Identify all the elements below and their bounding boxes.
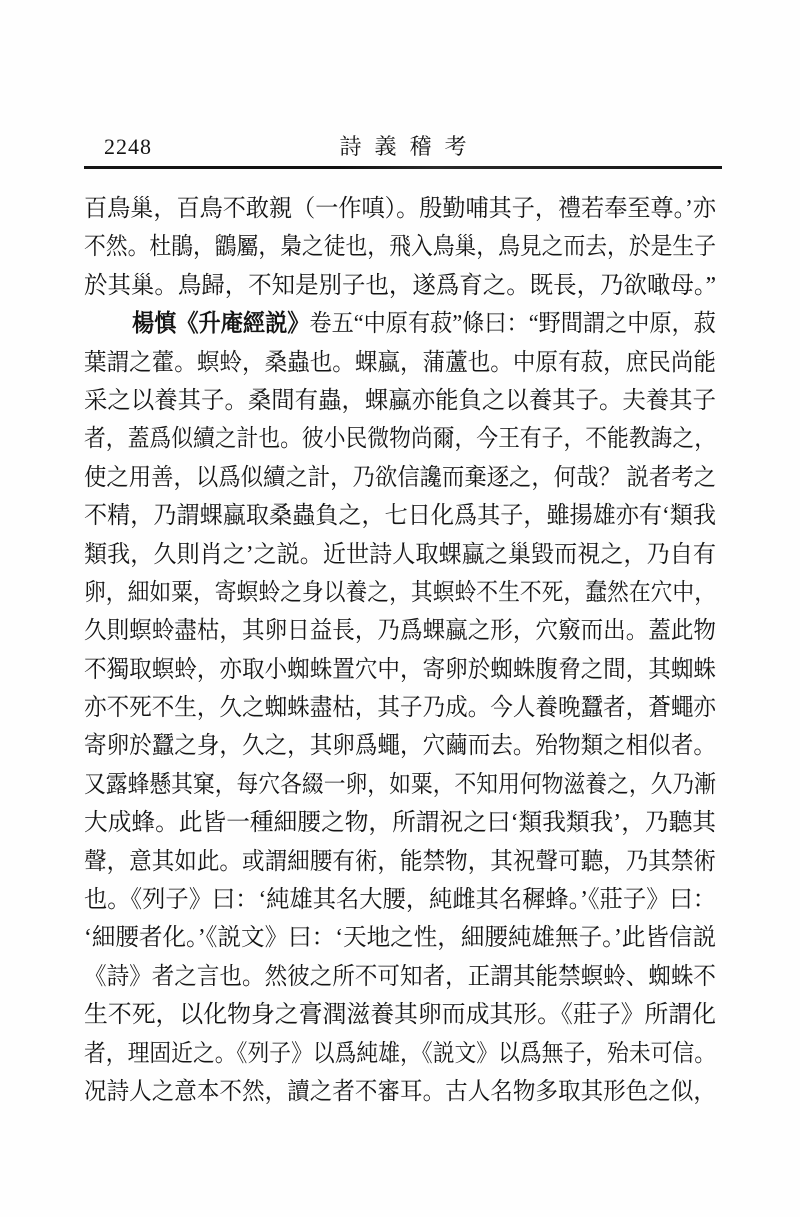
text-line bbox=[84, 536, 716, 574]
text-line bbox=[84, 574, 716, 612]
text-line bbox=[84, 228, 716, 266]
text-line-content: 大成蜂。此皆一種細腰之物，所謂祝之曰‘類我類我’，乃聽其 bbox=[84, 810, 716, 837]
text-line bbox=[84, 497, 716, 535]
text-line bbox=[84, 651, 716, 689]
text-line bbox=[84, 881, 716, 919]
text-line-content: 又露蜂懸其窠，每穴各綴一卵，如粟，不知用何物滋養之，久乃漸 bbox=[84, 771, 716, 798]
text-line-content: 葉謂之藿。螟蛉，桑蟲也。蜾蠃，蒲蘆也。中原有菽，庶民尚能 bbox=[84, 349, 716, 376]
text-line-content: 者，蓋爲似續之計也。彼小民微物尚爾，今王有子，不能教誨之， bbox=[84, 426, 716, 453]
text-line-content: 卵，細如粟，寄螟蛉之身以養之，其螟蛉不生不死，蠢然在穴中， bbox=[84, 579, 716, 606]
text-line bbox=[84, 804, 716, 842]
text-line bbox=[84, 459, 716, 497]
text-line-content: 者，理固近之。《列子》以爲純雄，《説文》以爲無子，殆未可信。 bbox=[84, 1040, 716, 1067]
text-block bbox=[84, 190, 716, 1111]
text-line-content: 楊慎《升庵經説》卷五“中原有菽”條曰：“野間謂之中原，菽 bbox=[132, 311, 716, 338]
text-line-content: 亦不死不生，久之蜘蛛盡枯，其子乃成。今人養晚蠶者，蒼蠅亦 bbox=[84, 695, 716, 722]
text-line-content: 采之以養其子。桑間有蟲，蜾蠃亦能負之以養其子。夫養其子 bbox=[84, 387, 716, 414]
text-line-content: 生不死，以化物身之膏潤滋養其卵而成其形。《莊子》所謂化 bbox=[84, 1002, 716, 1029]
text-line-content: 聲，意其如此。或謂細腰有術，能禁物，其祝聲可聽，乃其禁術 bbox=[84, 848, 716, 875]
text-line-content: 於其巢。鳥歸，不知是別子也，遂爲育之。既長，乃欲噉母。” bbox=[84, 272, 716, 299]
text-line bbox=[84, 1035, 716, 1073]
text-line bbox=[84, 420, 716, 458]
text-line bbox=[84, 267, 716, 305]
book-title: 詩義稽考 bbox=[339, 134, 480, 159]
text-line bbox=[84, 727, 716, 765]
text-line-content: 况詩人之意本不然，讀之者不審耳。古人名物多取其形色之似， bbox=[84, 1078, 716, 1105]
text-line-content: 不獨取螟蛉，亦取小蜘蛛置穴中，寄卵於蜘蛛腹脅之間，其蜘蛛 bbox=[84, 656, 716, 683]
text-line-content: 《詩》者之言也。然彼之所不可知者，正謂其能禁螟蛉、蜘蛛不 bbox=[84, 963, 716, 990]
header-divider-rule bbox=[84, 166, 722, 169]
text-line bbox=[84, 919, 716, 957]
text-line-content: 也。《列子》曰：‘純雄其名大腰，純雌其名穉蜂。’《莊子》曰： bbox=[84, 887, 716, 914]
page-number: 2248 bbox=[104, 134, 152, 159]
text-line bbox=[84, 382, 716, 420]
text-line-content: 不然。杜鵑，鶹屬，梟之徒也，飛入鳥巢，鳥見之而去，於是生子 bbox=[84, 234, 716, 261]
text-line bbox=[84, 612, 716, 650]
text-line bbox=[84, 305, 716, 343]
text-line-content: 不精，乃謂蜾蠃取桑蟲負之，七日化爲其子，雖揚雄亦有‘類我 bbox=[84, 503, 716, 530]
text-line bbox=[84, 344, 716, 382]
text-line-content: 類我，久則肖之’之説。近世詩人取蜾蠃之巢毀而視之，乃自有 bbox=[84, 541, 716, 568]
text-line-content: 使之用善，以爲似續之計，乃欲信讒而棄逐之，何哉？ 説者考之 bbox=[84, 464, 716, 491]
text-line-content: ‘細腰者化。’《説文》曰：‘天地之性，細腰純雄無子。’此皆信説 bbox=[84, 925, 716, 952]
text-line bbox=[84, 190, 716, 228]
text-line bbox=[84, 766, 716, 804]
text-line bbox=[84, 958, 716, 996]
text-line bbox=[84, 1073, 716, 1111]
text-line bbox=[84, 996, 716, 1034]
text-line-content: 寄卵於蠶之身，久之，其卵爲蠅，穴繭而去。殆物類之相似者。 bbox=[84, 733, 716, 760]
page-header bbox=[84, 131, 722, 163]
text-line bbox=[84, 843, 716, 881]
text-line bbox=[84, 689, 716, 727]
text-line-content: 久則螟蛉盡枯，其卵日益長，乃爲蜾蠃之形，穴竅而出。蓋此物 bbox=[84, 618, 716, 645]
text-line-content: 百鳥巢，百鳥不敢親（一作嗔）。殷勤哺其子，禮若奉至尊。’亦 bbox=[84, 196, 716, 222]
